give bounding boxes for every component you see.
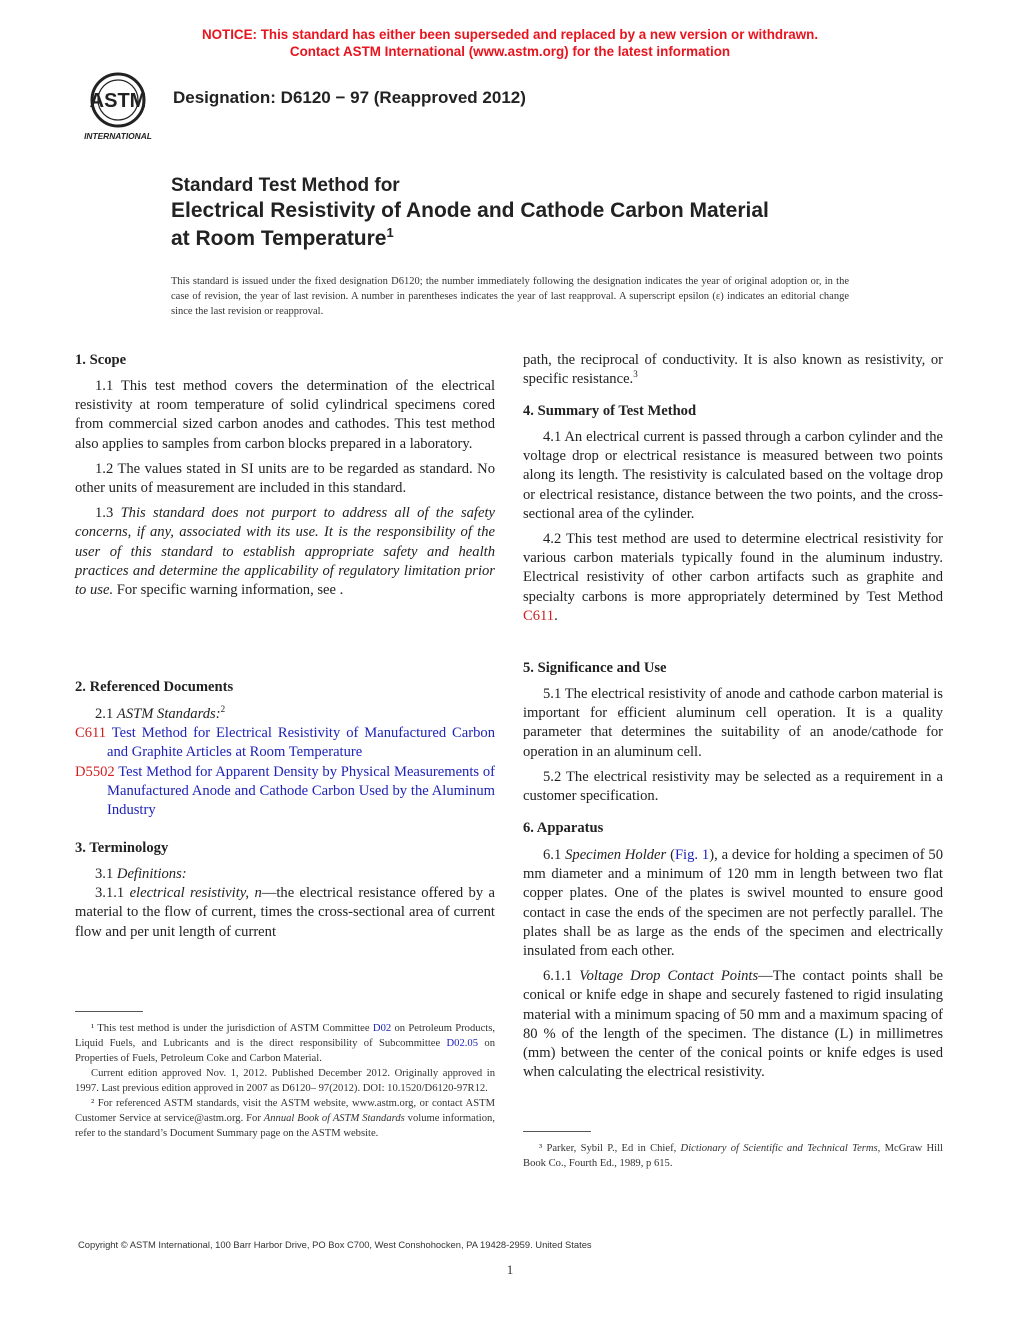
section-1-heading: 1. Scope (75, 352, 127, 368)
term-electrical-resistivity: electrical resistivity, n (129, 885, 262, 902)
para-6-1-text: , a device for holding a specimen of 50 mm diameter and a minimum of 120 mm in length between two flat copper plates. One of the plates is swivel mounted to ensure good contact in case the ends of the specimen are not perfectly parallel. The plates shall be as large as the ends of the specimen and electrically insulated from each other. (523, 847, 944, 960)
notice-line-2: Contact ASTM International (www.astm.org) for the latest information (289, 44, 731, 59)
footnote-1-text-b: on Petroleum Products, Liquid Fuels, and Lubricants and is the direct responsibility of Subcommittee (75, 1023, 495, 1049)
para-6-1-1-text: —The contact points shall be conical or knife edge in shape and securely fastened to rigid insulating material with a minimum spacing of 50 mm and a maximum spacing of 80 % of the length of the specimen. The distance (L) in millimetres (mm) between the center of the conical points or knife edges is used when calculating the electrical resistivity. (523, 968, 943, 1081)
para-6-1-1 (523, 967, 943, 1082)
section-2-body (75, 705, 495, 826)
para-5-1: 5.1 The electrical resistivity of anode and cathode carbon material is important for efficient aluminum cell operation. It is a quality parameter that determines the suitability of an anode/cathode for operation in an aluminum cell. (523, 686, 943, 760)
para-1-1: 1.1 This test method covers the determination of the electrical resistivity at room temperature of solid cylindrical specimens cored from commercial sized carbon anodes and cathodes. This test method also applies to samples from carbon blocks prepared in a laboratory. (75, 378, 495, 452)
issuance-statement: This standard is issued under the fixed designation D6120; the number immediately following the designation indicates the year of original adoption or, in the case of revision, the year of last revision. A number in parentheses indicates the year of last reapproval. A superscript epsilon (ε) indicates an editorial change since the last revision or reapproval. (171, 276, 849, 318)
reference-c611[interactable] (75, 724, 495, 762)
section-2-heading: 2. Referenced Documents (75, 679, 234, 695)
subcommittee-d0205-link[interactable]: D02.05 (446, 1038, 479, 1049)
reference-c611-code[interactable]: C611 (75, 725, 107, 742)
para-6-1-1-number: 6.1.1 (543, 968, 573, 985)
para-1-2: 1.2 The values stated in SI units are to be regarded as standard. No other units of measurement are included in this standard. (75, 460, 495, 497)
para-3-1-1-number: 3.1.1 (95, 885, 125, 902)
footnote-mark-3: 3 (633, 369, 638, 380)
para-4-1: 4.1 An electrical current is passed through a carbon cylinder and the voltage drop or electrical resistance is measured between two points along its length. The resistivity is calculated based on the voltage drop or electrical resistance, distance between the two points, and the cross-sectional area of the cylinder. (523, 429, 943, 522)
title-line-3-text: at Room Temperature (171, 227, 387, 250)
section-5-body (523, 685, 943, 812)
footnote-3 (523, 1141, 943, 1171)
reference-d5502[interactable] (75, 763, 495, 821)
para-4-2 (523, 530, 943, 626)
committee-d02-link[interactable]: D02 (372, 1023, 392, 1034)
section-4-heading: 4. Summary of Test Method (523, 403, 697, 419)
para-5-2: 5.2 The electrical resistivity may be selected as a requirement in a customer specification. (523, 768, 943, 805)
footnotes-right (523, 1141, 943, 1171)
para-4-2-end: . (554, 607, 558, 624)
footnote-2 (75, 1096, 495, 1141)
para-1-3 (75, 504, 495, 600)
reference-c611-link[interactable]: Test Method for Electrical Resistivity of Manufactured Carbon and Graphite Articles at Room Temperature (107, 725, 495, 761)
definition-electrical-resistivity: —the electrical resistance offered by a material to the flow of current, times the cross-sectional area of current flow and per unit length of current (75, 885, 495, 940)
contact-points-label: Voltage Drop Contact Points (579, 968, 759, 985)
para-2-1 (75, 705, 495, 724)
title-line-3 (171, 227, 394, 251)
footnote-1-text-a: ¹ This test method is under the jurisdiction of ASTM Committee (91, 1023, 370, 1034)
para-3-1-number: 3.1 (95, 866, 114, 882)
footnote-rule-right (523, 1131, 591, 1132)
astm-logo-mark (74, 70, 162, 142)
definitions-label: Definitions: (116, 866, 187, 882)
footnotes-left (75, 1021, 495, 1141)
definition-continued (523, 351, 943, 395)
specimen-holder-label: Specimen Holder (565, 847, 667, 863)
figure-1-link[interactable]: Fig. 1 (674, 847, 710, 863)
footnote-1 (75, 1021, 495, 1066)
footnote-3-text-b: , McGraw Hill Book Co., Fourth Ed., 1989, p 615. (523, 1143, 943, 1169)
annual-book-title: Annual Book of ASTM Standards (263, 1113, 405, 1124)
copyright-line: Copyright © ASTM International, 100 Barr Harbor Drive, PO Box C700, West Conshohocken, PA 19428-2959. United States (78, 1239, 592, 1250)
para-1-3-caveat: This standard does not purport to address all of the safety concerns, if any, associated with its use. It is the responsibility of the user of this standard to establish appropriate safety and health practices and determine the applicability of regulatory limitation prior to use. (75, 505, 495, 599)
section-4-body (523, 428, 943, 632)
title-line-2: Electrical Resistivity of Anode and Cathode Carbon Material (171, 199, 769, 222)
section-3-heading: 3. Terminology (75, 840, 169, 856)
para-1-3-rest: For specific warning information, see . (116, 582, 344, 599)
section-6-body (523, 846, 943, 1088)
para-1-3-number: 1.3 (95, 505, 114, 522)
footnote-1-text-c: on Properties of Fuels, Petroleum Coke and Carbon Material. (75, 1038, 495, 1064)
reference-d5502-link[interactable]: Test Method for Apparent Density by Physical Measurements of Manufactured Anode and Cathode Carbon Used by the Aluminum Industry (107, 763, 495, 819)
footnote-2-text-a: ² For referenced ASTM standards, visit the ASTM website, www.astm.org, or contact ASTM Customer Service at service@astm.org. For (75, 1098, 495, 1124)
page-number: 1 (506, 1262, 514, 1277)
continued-text: path, the reciprocal of conductivity. It is also known as resistivity, or specific resistance. (523, 352, 943, 388)
footnote-3-text-a: ³ Parker, Sybil P., Ed in Chief, (539, 1143, 677, 1154)
svg-text:ASTM: ASTM (89, 90, 147, 112)
para-6-1-number: 6.1 (543, 847, 562, 863)
footnote-rule-left (75, 1011, 143, 1012)
para-3-1-1 (75, 884, 495, 942)
section-5-heading: 5. Significance and Use (523, 660, 667, 676)
astm-logo (74, 70, 162, 142)
notice-line-1: NOTICE: This standard has either been superseded and replaced by a new version or withdrawn. (201, 27, 819, 42)
astm-standards-label: ASTM Standards: (116, 706, 221, 722)
title-line-1: Standard Test Method for (171, 175, 400, 196)
para-4-2-text: 4.2 This test method are used to determine electrical resistivity for various carbon materials typically found in the aluminum industry. Electrical resistivity of other carbon artifacts such as graphite and specialty carbons is more appropriately determined by Test Method (523, 531, 943, 605)
footnote-2-text-b: volume information, refer to the standard’s Document Summary page on the ASTM website. (75, 1113, 495, 1139)
footnote-1-edition: Current edition approved Nov. 1, 2012. Published December 2012. Originally approved in 1997. Last previous edition approved in 2007 as D6120– 97(2012). DOI: 10.1520/D6120-97R12. (75, 1068, 495, 1094)
logo-international-text: INTERNATIONAL (84, 131, 152, 141)
footnote-mark-2: 2 (220, 704, 226, 715)
link-c611[interactable]: C611 (523, 607, 555, 624)
dictionary-title: Dictionary of Scientific and Technical Terms (680, 1143, 878, 1154)
section-1-body (75, 377, 495, 606)
reference-d5502-code[interactable]: D5502 (75, 763, 115, 780)
para-6-1: 6.1 Specimen Holder (Fig. 1), a device for holding a specimen of 50 mm diameter and a minimum of 120 mm in length between two flat copper plates. One of the plates is swivel mounted to ensure good contact in case the ends of the specimen are not perfectly parallel. The plates shall be as large as the ends of the specimen and electrically insulated from each other. (523, 847, 944, 960)
para-2-1-number: 2.1 (95, 706, 114, 722)
title-footnote-mark: 1 (386, 225, 394, 240)
designation: Designation: D6120 − 97 (Reapproved 2012) (173, 88, 526, 107)
para-3-1 (75, 865, 495, 884)
section-3-body (75, 865, 495, 948)
para-3-1-1-continued (523, 351, 943, 389)
section-6-heading: 6. Apparatus (523, 820, 604, 836)
